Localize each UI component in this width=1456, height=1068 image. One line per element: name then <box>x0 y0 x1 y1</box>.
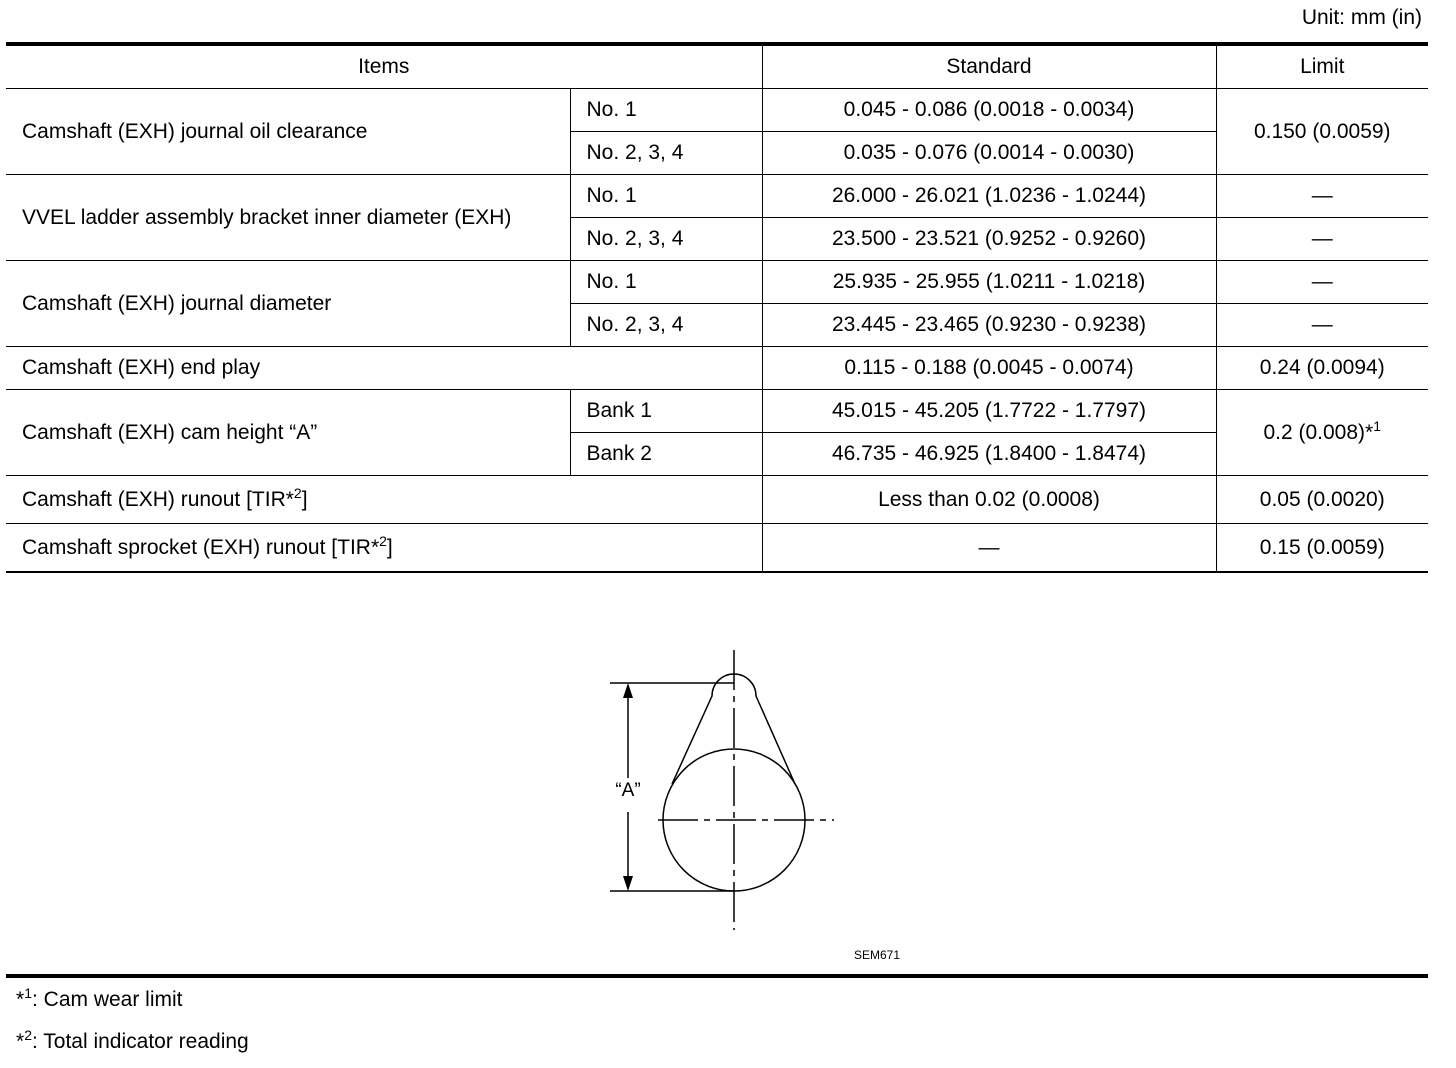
footnote-ref: 2 <box>293 484 302 501</box>
footnote-text: : Cam wear limit <box>31 988 183 1011</box>
limit-value: — <box>1216 175 1428 218</box>
sub-label: No. 1 <box>570 261 762 304</box>
item-close: ] <box>301 487 308 511</box>
footnote-text: : Total indicator reading <box>31 1030 249 1053</box>
cam-height-diagram <box>596 646 846 936</box>
footnote-divider <box>6 974 1428 978</box>
footnote-ref: 2 <box>379 532 387 549</box>
item-label <box>6 524 762 573</box>
standard-value: 0.115 - 0.188 (0.0045 - 0.0074) <box>762 347 1216 390</box>
table-row <box>6 89 1428 132</box>
standard-value: 26.000 - 26.021 (1.0236 - 1.0244) <box>762 175 1216 218</box>
sub-label: No. 1 <box>570 89 762 132</box>
footnote-mark: * <box>16 988 25 1011</box>
standard-value: 25.935 - 25.955 (1.0211 - 1.0218) <box>762 261 1216 304</box>
header-standard: Standard <box>762 44 1216 89</box>
header-limit: Limit <box>1216 44 1428 89</box>
header-items: Items <box>6 44 762 89</box>
item-label: Camshaft (EXH) journal diameter <box>6 261 570 347</box>
dimension-arrow-bottom <box>623 876 633 891</box>
table-row <box>6 524 1428 573</box>
limit-value: — <box>1216 304 1428 347</box>
item-close: ] <box>386 535 393 559</box>
figure-code: SEM671 <box>854 948 901 962</box>
sub-label: Bank 2 <box>570 433 762 476</box>
standard-value: 0.045 - 0.086 (0.0018 - 0.0034) <box>762 89 1216 132</box>
table-row <box>6 347 1428 390</box>
table-row <box>6 261 1428 304</box>
header-row <box>6 44 1428 89</box>
footnote-number: 1 <box>24 985 32 1001</box>
limit-text: 0.2 (0.008)* <box>1263 420 1374 444</box>
limit-value: 0.05 (0.0020) <box>1216 476 1428 524</box>
limit-value: 0.150 (0.0059) <box>1216 89 1428 175</box>
item-label: Camshaft (EXH) cam height “A” <box>6 390 570 476</box>
dimension-arrow-top <box>623 683 633 698</box>
sub-label: No. 2, 3, 4 <box>570 304 762 347</box>
sub-label: No. 2, 3, 4 <box>570 218 762 261</box>
footnote <box>16 1027 249 1054</box>
table-row <box>6 390 1428 433</box>
unit-label: Unit: mm (in) <box>1301 6 1422 29</box>
standard-value: 46.735 - 46.925 (1.8400 - 1.8474) <box>762 433 1216 476</box>
footnote-ref: 1 <box>1373 417 1382 434</box>
standard-value: 23.500 - 23.521 (0.9252 - 0.9260) <box>762 218 1216 261</box>
limit-value: 0.24 (0.0094) <box>1216 347 1428 390</box>
item-label: Camshaft (EXH) end play <box>6 347 762 390</box>
camshaft-spec-table <box>6 42 1428 573</box>
standard-value: 0.035 - 0.076 (0.0014 - 0.0030) <box>762 132 1216 175</box>
standard-value: — <box>762 524 1216 573</box>
limit-value: — <box>1216 218 1428 261</box>
item-text: Camshaft sprocket (EXH) runout [TIR* <box>22 535 380 559</box>
sub-label: No. 2, 3, 4 <box>570 132 762 175</box>
item-text: Camshaft (EXH) runout [TIR* <box>22 487 294 511</box>
sub-label: Bank 1 <box>570 390 762 433</box>
table-row <box>6 175 1428 218</box>
item-label: VVEL ladder assembly bracket inner diameter (EXH) <box>6 175 570 261</box>
footnote <box>16 985 183 1012</box>
standard-value: 23.445 - 23.465 (0.9230 - 0.9238) <box>762 304 1216 347</box>
standard-value: 45.015 - 45.205 (1.7722 - 1.7797) <box>762 390 1216 433</box>
table-row <box>6 476 1428 524</box>
limit-value: 0.15 (0.0059) <box>1216 524 1428 573</box>
standard-value: Less than 0.02 (0.0008) <box>762 476 1216 524</box>
item-label: Camshaft (EXH) journal oil clearance <box>6 89 570 175</box>
limit-value: — <box>1216 261 1428 304</box>
limit-value <box>1216 390 1428 476</box>
footnote-number: 2 <box>24 1027 32 1043</box>
dimension-label: “A” <box>615 780 641 801</box>
item-label <box>6 476 762 524</box>
footnote-mark: * <box>16 1030 25 1053</box>
sub-label: No. 1 <box>570 175 762 218</box>
